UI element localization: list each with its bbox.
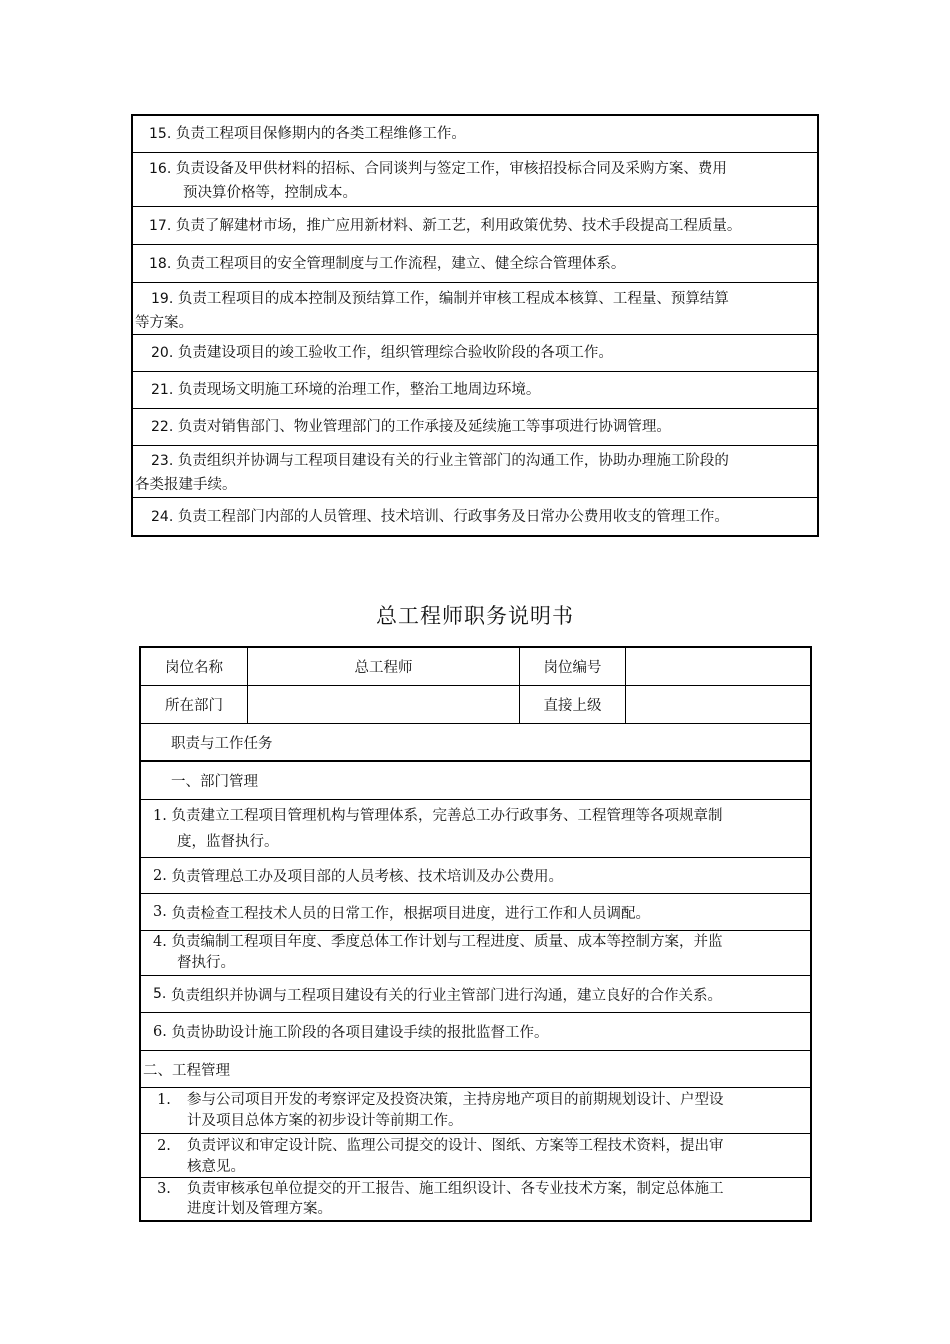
- table-row: 20. 负责建设项目的竣工验收工作，组织管理综合验收阶段的各项工作。: [133, 335, 817, 372]
- list-item: 3. 负责审核承包单位提交的开工报告、施工组织设计、各专业技术方案，制定总体施工 进度计划及管理方案。: [157, 1181, 724, 1217]
- section-heading: 一、部门管理: [141, 762, 810, 800]
- document-title: 总工程师职务说明书: [376, 604, 574, 628]
- section-heading: 二、工程管理: [141, 1051, 810, 1088]
- table-row: 24. 负责工程部门内部的人员管理、技术培训、行政事务及日常办公费用收支的管理工作。: [151, 508, 729, 525]
- list-item: 1. 负责建立工程项目管理机构与管理体系，完善总工办行政事务、工程管理等各项规章制 度，监督执行。: [141, 800, 810, 858]
- table-row: 16. 负责设备及甲供材料的招标、合同谈判与签定工作，审核招投标合同及采购方案、费用 预决算价格等，控制成本。: [133, 153, 817, 207]
- list-item: 1. 参与公司项目开发的考察评定及投资决策，主持房地产项目的前期规划设计、户型设 计及项目总体方案的初步设计等前期工作。: [141, 1088, 810, 1134]
- list-item: 6. 负责协助设计施工阶段的各项目建设手续的报批监督工作。: [141, 1013, 810, 1051]
- department-value: [248, 686, 520, 723]
- table-row: 19. 负责工程项目的成本控制及预结算工作，编制并审核工程成本核算、工程量、预算结算 等方案。: [133, 283, 817, 335]
- table-row: 23. 负责组织并协调与工程项目建设有关的行业主管部门的沟通工作，协助办理施工阶段的 各类报建手续。: [133, 446, 817, 498]
- list-item: 3. 负责检查工程技术人员的日常工作，根据项目进度，进行工作和人员调配。: [141, 894, 810, 931]
- list-item: 4. 负责编制工程项目年度、季度总体工作计划与工程进度、质量、成本等控制方案，并监 督执行。: [141, 931, 810, 976]
- department-label: 所在部门: [141, 686, 248, 723]
- duties-continuation-table: [131, 114, 819, 537]
- position-code-label: 岗位编号: [520, 648, 626, 685]
- table-row: 21. 负责现场文明施工环境的治理工作，整治工地周边环境。: [133, 372, 817, 409]
- table-row: 22. 负责对销售部门、物业管理部门的工作承接及延续施工等事项进行协调管理。: [133, 409, 817, 446]
- position-name-value: 总工程师: [248, 648, 520, 685]
- position-code-value: [626, 648, 810, 685]
- table-row: 17. 负责了解建材市场，推广应用新材料、新工艺，利用政策优势、技术手段提高工程质量。: [133, 207, 817, 245]
- supervisor-label: 直接上级: [520, 686, 626, 723]
- duties-heading: 职责与工作任务: [141, 724, 810, 762]
- supervisor-value: [626, 686, 810, 723]
- list-item: 2. 负责评议和审定设计院、监理公司提交的设计、图纸、方案等工程技术资料，提出审 核意见。: [141, 1134, 810, 1178]
- job-description-table: [139, 646, 812, 1222]
- table-row: 15. 负责工程项目保修期内的各类工程维修工作。: [133, 116, 817, 153]
- list-item: 5. 负责组织并协调与工程项目建设有关的行业主管部门进行沟通，建立良好的合作关系。: [141, 976, 810, 1013]
- list-item: 2. 负责管理总工办及项目部的人员考核、技术培训及办公费用。: [141, 858, 810, 894]
- position-name-label: 岗位名称: [141, 648, 248, 685]
- header-row-position: [141, 648, 810, 686]
- header-row-department: [141, 686, 810, 724]
- table-row: 18. 负责工程项目的安全管理制度与工作流程，建立、健全综合管理体系。: [133, 245, 817, 283]
